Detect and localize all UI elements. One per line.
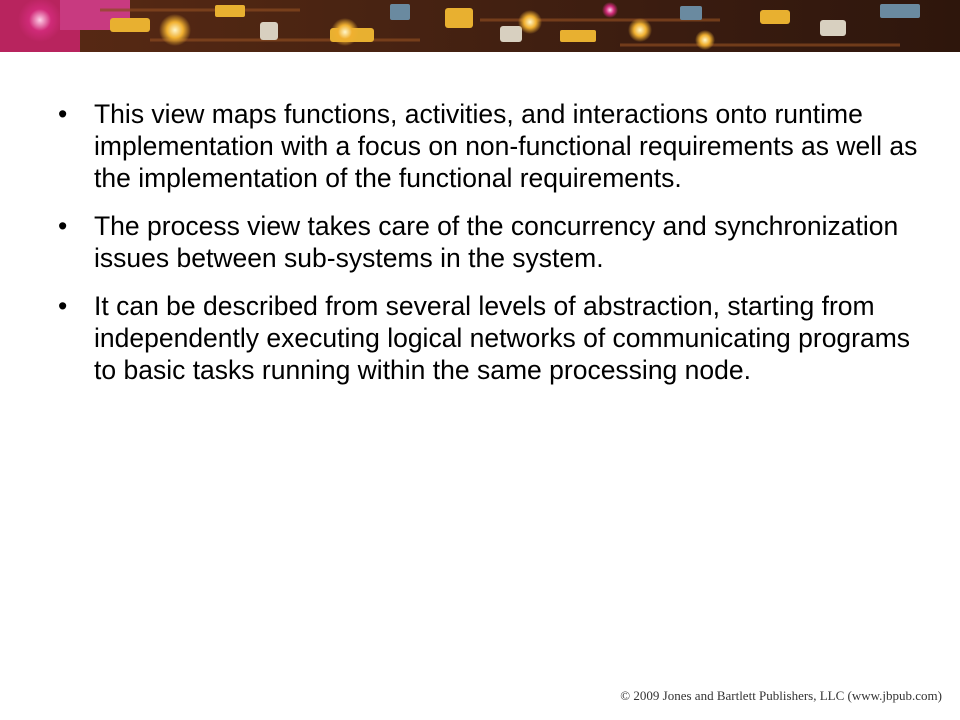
bullet-dot: •	[58, 291, 68, 321]
bullet-text: It can be described from several levels of abstraction, starting from independently executing logical networks of communicating programs to basic tasks running within the same processing node.	[94, 291, 911, 385]
circuit-board-banner	[0, 0, 960, 52]
slide-body	[58, 98, 918, 402]
bullet-dot: •	[58, 211, 68, 241]
bullet-item	[58, 98, 918, 194]
bullet-list	[58, 98, 918, 386]
bullet-text: This view maps functions, activities, and interactions onto runtime implementation with a focus on non-functional requirements as well as the implementation of the functional requirements.	[94, 99, 918, 193]
bullet-item	[58, 210, 918, 274]
bullet-text: The process view takes care of the concurrency and synchronization issues between sub-systems in the system.	[94, 211, 899, 273]
bullet-dot: •	[58, 99, 68, 129]
bullet-item	[58, 290, 918, 386]
copyright-footer: © 2009 Jones and Bartlett Publishers, LLC (www.jbpub.com)	[620, 688, 942, 703]
circuit-board-image	[0, 0, 960, 52]
